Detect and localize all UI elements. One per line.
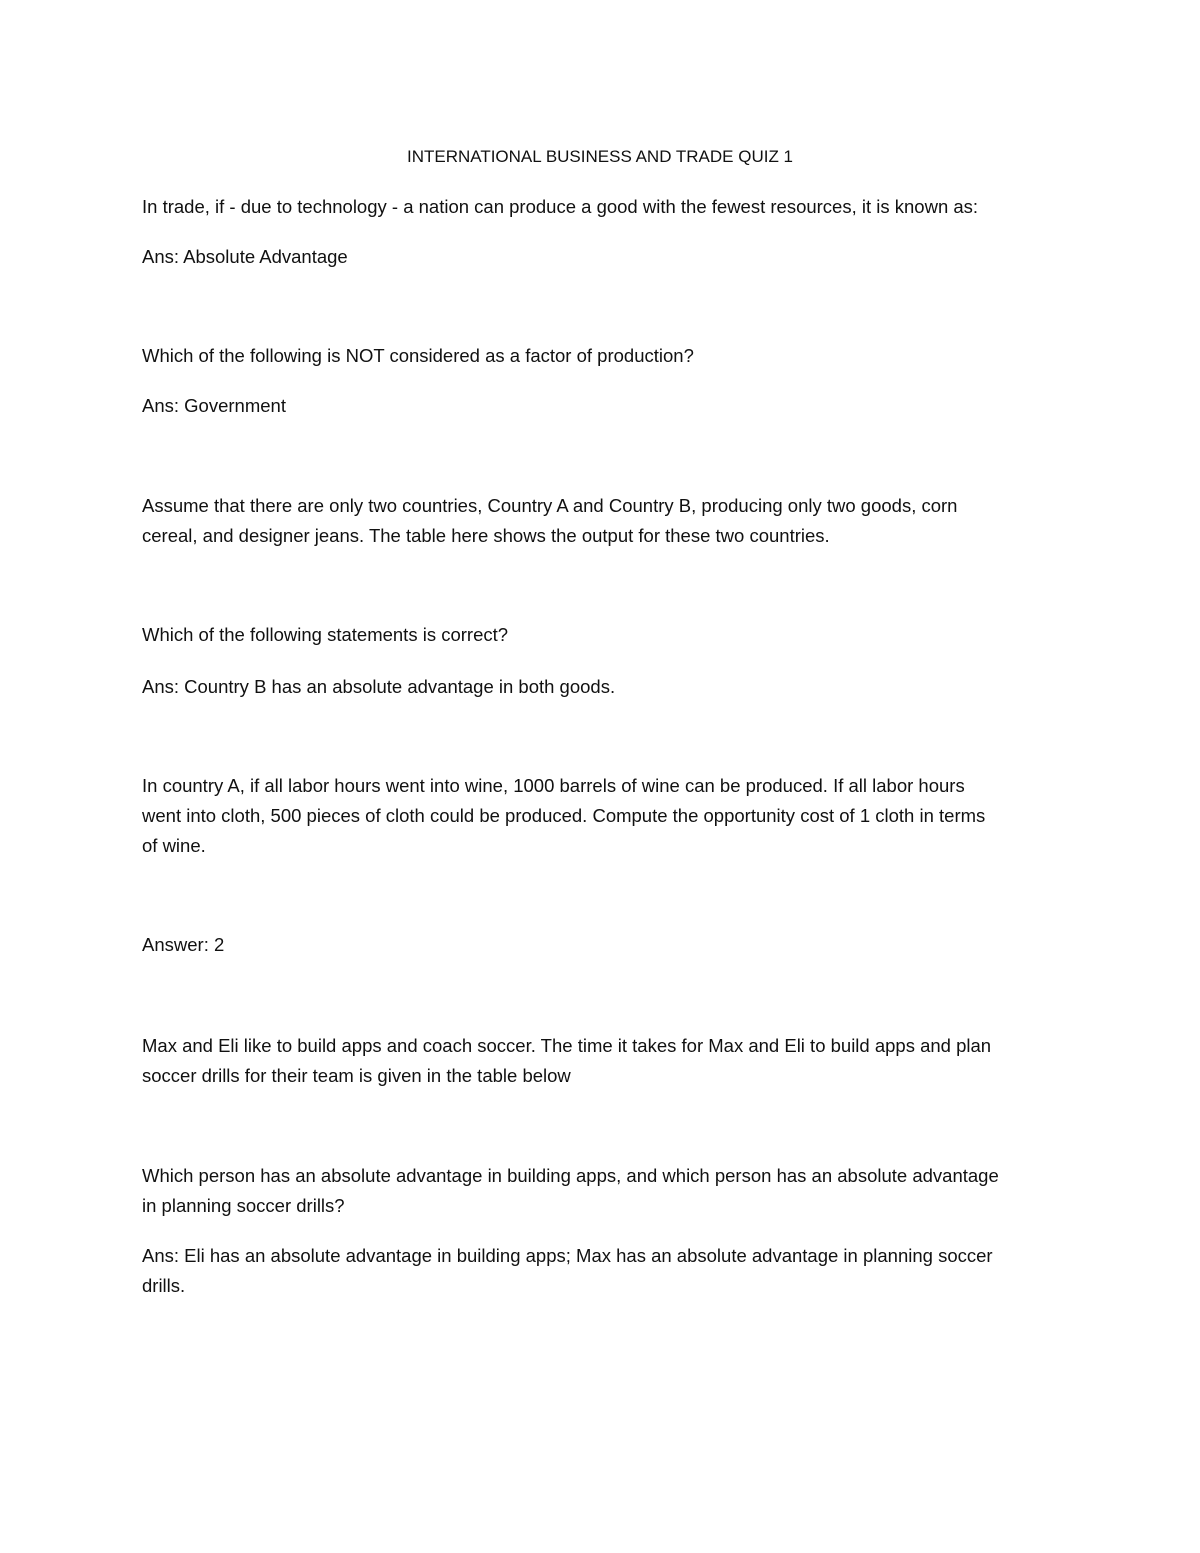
answer-5-line-1: Ans: Eli has an absolute advantage in building apps; Max has an absolute advantage in planning soccer bbox=[142, 1245, 993, 1266]
question-3-text: Which of the following statements is correct? bbox=[142, 624, 509, 645]
question-5-line-2: in planning soccer drills? bbox=[142, 1195, 345, 1216]
answer-5-line-2: drills. bbox=[142, 1275, 186, 1296]
answer-2-text: Ans: Government bbox=[142, 395, 286, 416]
scenario-1-line-1: Assume that there are only two countries, Country A and Country B, producing only two goods, corn bbox=[142, 495, 958, 516]
question-4-line-3: of wine. bbox=[142, 835, 206, 856]
question-5-line-1: Which person has an absolute advantage in building apps, and which person has an absolute advantage bbox=[142, 1165, 999, 1186]
question-1-text: In trade, if - due to technology - a nation can produce a good with the fewest resources, it is known as: bbox=[142, 196, 979, 217]
document-title: INTERNATIONAL BUSINESS AND TRADE QUIZ 1 bbox=[406, 147, 794, 166]
scenario-2-line-2: soccer drills for their team is given in the table below bbox=[142, 1065, 571, 1086]
answer-1-text: Ans: Absolute Advantage bbox=[142, 246, 348, 267]
answer-3-text: Ans: Country B has an absolute advantage in both goods. bbox=[142, 676, 616, 697]
question-4-line-1: In country A, if all labor hours went into wine, 1000 barrels of wine can be produced. If all labor hours bbox=[142, 775, 965, 796]
answer-4-text: Answer: 2 bbox=[142, 934, 225, 955]
question-2-text: Which of the following is NOT considered as a factor of production? bbox=[142, 345, 694, 366]
scenario-1-line-2: cereal, and designer jeans. The table here shows the output for these two countries. bbox=[142, 525, 830, 546]
scenario-2-line-1: Max and Eli like to build apps and coach soccer. The time it takes for Max and Eli to build apps and plan bbox=[142, 1035, 992, 1056]
question-4-line-2: went into cloth, 500 pieces of cloth could be produced. Compute the opportunity cost of 1 cloth in terms bbox=[142, 805, 986, 826]
